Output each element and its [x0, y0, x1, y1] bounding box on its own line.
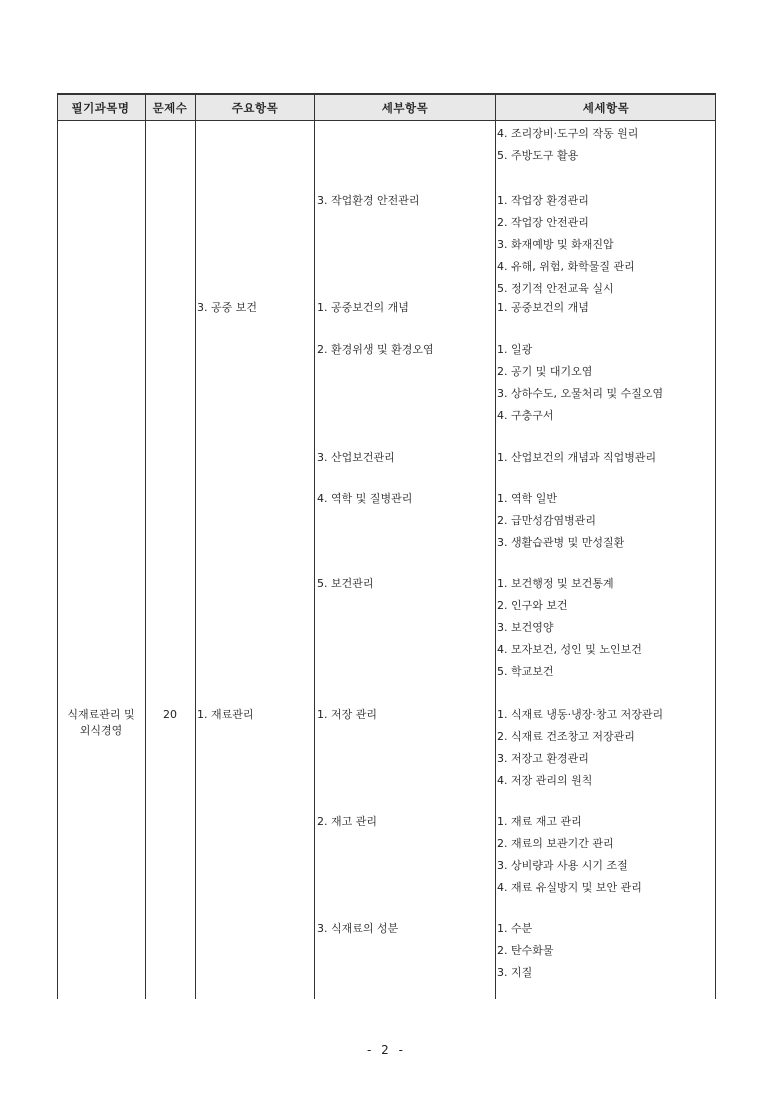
sub-item: 1. 공중보건의 개념	[317, 301, 409, 314]
sub-item: 2. 환경위생 및 환경오염	[317, 343, 434, 356]
detail-item: 3. 생활습관병 및 만성질환	[497, 536, 625, 549]
detail-item: 4. 재료 유실방지 및 보안 관리	[497, 881, 642, 894]
detail-item: 3. 보건영양	[497, 621, 554, 634]
detail-item: 4. 구충구서	[497, 409, 554, 422]
detail-item: 1. 수분	[497, 922, 533, 935]
detail-item: 3. 저장고 환경관리	[497, 752, 589, 765]
table-border-right	[715, 93, 716, 999]
sub-item: 3. 식재료의 성분	[317, 922, 399, 935]
sub-item: 1. 저장 관리	[317, 708, 377, 721]
subject-name-line-1: 식재료관리 및	[67, 708, 135, 721]
detail-item: 4. 모자보건, 성인 및 노인보건	[497, 643, 642, 656]
sub-item: 5. 보건관리	[317, 577, 374, 590]
column-divider	[314, 93, 315, 999]
detail-item: 4. 저장 관리의 원칙	[497, 774, 593, 787]
detail-item: 2. 탄수화물	[497, 944, 554, 957]
detail-item: 2. 작업장 안전관리	[497, 216, 589, 229]
detail-item: 1. 작업장 환경관리	[497, 194, 589, 207]
detail-item: 1. 공중보건의 개념	[497, 301, 589, 314]
column-divider	[195, 93, 196, 999]
header-question-count: 문제수	[152, 100, 188, 115]
detail-item: 2. 인구와 보건	[497, 599, 568, 612]
question-count: 20	[163, 708, 177, 721]
detail-item: 5. 학교보건	[497, 665, 554, 678]
header-subject: 필기과목명	[71, 100, 130, 115]
column-divider	[145, 93, 146, 999]
detail-item: 1. 일광	[497, 343, 533, 356]
detail-item: 1. 재료 재고 관리	[497, 815, 582, 828]
detail-item: 2. 식재료 건조창고 저장관리	[497, 730, 635, 743]
page-number: - 2 -	[367, 1043, 406, 1057]
detail-item: 5. 주방도구 활용	[497, 149, 579, 162]
detail-item: 3. 상하수도, 오물처리 및 수질오염	[497, 387, 664, 400]
detail-item: 1. 산업보건의 개념과 직업병관리	[497, 451, 657, 464]
sub-item: 4. 역학 및 질병관리	[317, 492, 413, 505]
column-divider	[495, 93, 496, 999]
detail-item: 2. 공기 및 대기오염	[497, 365, 593, 378]
detail-item: 1. 보건행정 및 보건통계	[497, 577, 614, 590]
detail-item: 3. 화재예방 및 화재진압	[497, 238, 614, 251]
header-sub-item: 세부항목	[381, 100, 429, 115]
detail-item: 2. 급만성감염병관리	[497, 514, 596, 527]
header-detail-item: 세세항목	[582, 100, 630, 115]
sub-item: 3. 작업환경 안전관리	[317, 194, 420, 207]
main-item: 3. 공중 보건	[197, 301, 257, 314]
table-border-left	[57, 93, 58, 999]
sub-item: 3. 산업보건관리	[317, 451, 395, 464]
detail-item: 2. 재료의 보관기간 관리	[497, 837, 614, 850]
table-header-row	[57, 93, 716, 121]
sub-item: 2. 재고 관리	[317, 815, 377, 828]
detail-item: 3. 상비량과 사용 시기 조절	[497, 859, 628, 872]
header-main-item: 주요항목	[231, 100, 279, 115]
detail-item: 4. 조리장비·도구의 작동 원리	[497, 127, 639, 140]
detail-item: 1. 식재료 냉동·냉장·창고 저장관리	[497, 708, 664, 721]
subject-name-line-2: 외식경영	[79, 724, 123, 737]
detail-item: 1. 역학 일반	[497, 492, 557, 505]
detail-item: 3. 지질	[497, 966, 533, 979]
main-item: 1. 재료관리	[197, 708, 254, 721]
detail-item: 4. 유해, 위험, 화학물질 관리	[497, 260, 635, 273]
detail-item: 5. 정기적 안전교육 실시	[497, 282, 614, 295]
